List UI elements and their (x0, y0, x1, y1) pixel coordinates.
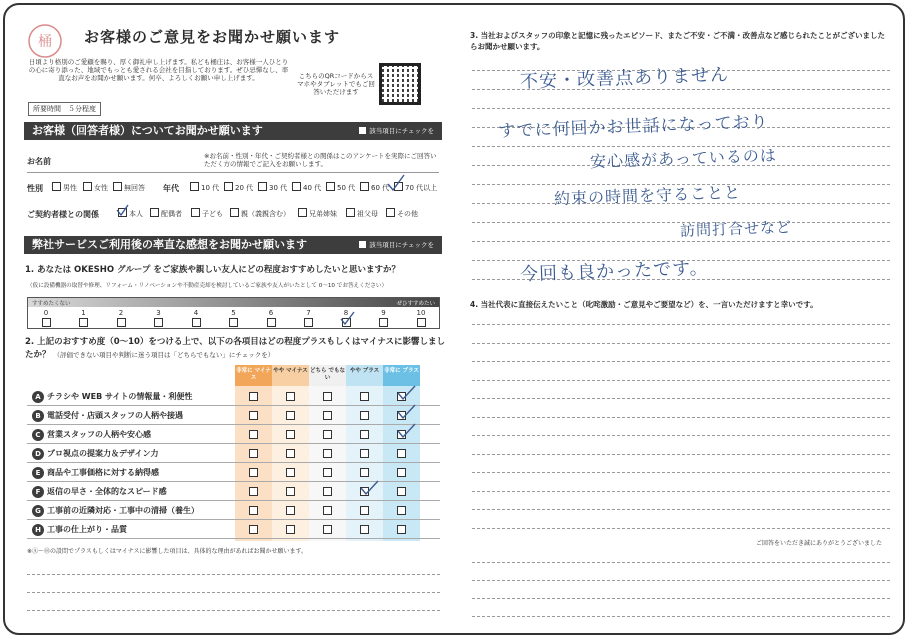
item-label: 電話受付・店頭スタッフの人柄や接遇 (47, 411, 183, 420)
matrix-checkbox[interactable] (286, 468, 295, 477)
matrix-check-mark (395, 422, 417, 440)
scale-option-3[interactable] (149, 309, 169, 327)
scale-checkbox[interactable] (79, 318, 88, 327)
handwritten-line: 不安・改善点ありません (519, 64, 730, 93)
scale-option-4[interactable] (186, 309, 206, 327)
matrix-checkbox[interactable] (249, 430, 258, 439)
q3-title: 3. 当社およびスタッフの印象と記憶に残ったエピソード、またご不安・ご不満・改善点など感じられたことがございましたらお聞かせ願います。 (470, 31, 886, 51)
matrix-checkbox[interactable] (249, 449, 258, 458)
qr-code[interactable] (379, 63, 421, 105)
scale-label: 8 (343, 309, 349, 317)
scale-option-5[interactable] (224, 309, 244, 327)
scale-option-0[interactable] (36, 309, 56, 327)
scale-checkbox[interactable] (229, 318, 238, 327)
matrix-column-header: やや マイナス (272, 365, 309, 386)
relation-label: ご契約者様との関係 (27, 210, 99, 219)
item-letter-badge: D (32, 448, 44, 460)
matrix-checkbox[interactable] (249, 506, 258, 515)
scale-option-2[interactable] (111, 309, 131, 327)
relation-grandparent-option[interactable]: 祖父母 (346, 208, 378, 219)
matrix-checkbox[interactable] (286, 506, 295, 515)
scale-option-6[interactable] (261, 309, 281, 327)
matrix-checkbox[interactable] (249, 392, 258, 401)
writing-line (472, 324, 890, 325)
matrix-row (27, 388, 440, 406)
scale-option-1[interactable] (74, 309, 94, 327)
age-label: 年代 (163, 184, 179, 193)
section-customer-title: お客様（回答者様）についてお聞かせ願います (32, 124, 263, 137)
matrix-checkbox[interactable] (286, 430, 295, 439)
name-field-line[interactable] (27, 172, 439, 173)
matrix-check-mark (395, 403, 417, 421)
scale-label: 6 (268, 309, 274, 317)
relation-sibling-option[interactable]: 兄弟姉妹 (298, 208, 337, 219)
matrix-footnote: ※Ⓐ〜Ⓗの設問でプラスもしくはマイナスに影響した項目は、具体的な理由があればお聞かせ願います。 (27, 548, 308, 555)
matrix-checkbox[interactable] (323, 506, 332, 515)
item-letter-badge: H (32, 524, 44, 536)
matrix-checkbox[interactable] (249, 468, 258, 477)
scale-low-label: すすめたくない (32, 301, 71, 307)
matrix-checkbox[interactable] (286, 525, 295, 534)
item-letter-badge: G (32, 505, 44, 517)
scale-label: 3 (156, 309, 161, 317)
matrix-checkbox[interactable] (323, 525, 332, 534)
matrix-column-header: やや プラス (346, 365, 383, 386)
matrix-row (27, 426, 440, 444)
writing-line (472, 491, 890, 492)
writing-line (472, 398, 890, 399)
scale-high-label: ぜひすすめたい (396, 301, 435, 307)
matrix-checkbox[interactable] (360, 525, 369, 534)
writing-line (472, 343, 890, 344)
handwritten-line: 安心感があっているのは (589, 145, 778, 172)
matrix-checkbox[interactable] (360, 411, 369, 420)
extra-lines[interactable] (472, 552, 890, 627)
relation-child-option[interactable]: 子ども (191, 208, 223, 219)
item-label: 工事の仕上がり・品質 (47, 525, 127, 534)
scale-label: 2 (118, 309, 124, 317)
scale-gradient (28, 298, 439, 307)
matrix-checkbox[interactable] (249, 411, 258, 420)
age-30-option[interactable]: 30 代 (258, 182, 287, 193)
age-70-option[interactable]: 70 代以上 (394, 182, 437, 193)
age-20-option[interactable]: 20 代 (224, 182, 253, 193)
matrix-checkbox[interactable] (286, 487, 295, 496)
item-letter-badge: B (32, 410, 44, 422)
scale-option-10[interactable] (411, 309, 431, 327)
matrix-row (27, 445, 440, 463)
handwritten-line: 訪問打合せなど (679, 218, 793, 240)
age-10-option[interactable]: 10 代 (190, 182, 219, 193)
relation-self-check-mark (114, 202, 130, 218)
matrix-checkbox[interactable] (397, 487, 406, 496)
check-note-2: 該当項目にチェックを (359, 236, 434, 254)
thanks-text: ご回答をいただき誠にありがとうございました (756, 540, 883, 547)
section-customer-bar (24, 122, 442, 140)
matrix-checkbox[interactable] (323, 468, 332, 477)
relation-spouse-option[interactable]: 配偶者 (150, 208, 182, 219)
matrix-checkbox[interactable] (360, 506, 369, 515)
scale-label: 0 (43, 309, 49, 317)
time-badge: 所要時間 ５分程度 (28, 102, 101, 116)
matrix-checkbox[interactable] (360, 430, 369, 439)
matrix-checkbox[interactable] (397, 468, 406, 477)
item-label: 工事前の近隣対応・工事中の清掃（養生） (47, 506, 199, 515)
form-title: お客様のご意見をお聞かせ願います (84, 28, 341, 46)
writing-line (472, 509, 890, 510)
q2-title (25, 336, 445, 362)
matrix-checkbox[interactable] (286, 411, 295, 420)
scale-option-7[interactable] (299, 309, 319, 327)
item-label: チラシや WEB サイトの情報量・利便性 (47, 392, 193, 401)
age-50-option[interactable]: 50 代 (326, 182, 355, 193)
writing-line (472, 361, 890, 362)
svg-text:桶: 桶 (38, 34, 52, 50)
scale-checkbox[interactable] (417, 318, 426, 327)
item-letter-badge: C (32, 429, 44, 441)
scale-label: 4 (193, 309, 199, 317)
scale-label: 5 (231, 309, 236, 317)
matrix-column-header: 非常に プラス (383, 365, 420, 386)
matrix-checkbox[interactable] (360, 468, 369, 477)
scale-checkbox[interactable] (117, 318, 126, 327)
matrix-checkbox[interactable] (323, 411, 332, 420)
check-note: 該当項目にチェックを (359, 122, 434, 140)
writing-line (472, 108, 890, 109)
matrix-checkbox[interactable] (323, 487, 332, 496)
scale-label: 9 (381, 309, 386, 317)
matrix-checkbox[interactable] (249, 487, 258, 496)
matrix-checkbox[interactable] (286, 449, 295, 458)
matrix-checkbox[interactable] (323, 430, 332, 439)
qr-caption: こちらのQRコードからスマホやタブレットでもご回答いただけます (297, 72, 375, 97)
scale-checkbox[interactable] (267, 318, 276, 327)
item-letter-badge: A (32, 391, 44, 403)
writing-line (472, 241, 890, 242)
matrix-row (27, 407, 440, 425)
gender-none-option[interactable]: 無回答 (113, 182, 145, 193)
company-logo-icon (26, 22, 64, 60)
writing-line (472, 528, 890, 529)
recommend-scale (27, 297, 440, 329)
q1-sub: （仮に設備機器の取替や修理、リフォーム・リノベーションや不動産売却を検討しているご家族や友人がいたとして 0〜10 でお答えください） (27, 283, 388, 289)
matrix-checkbox[interactable] (323, 392, 332, 401)
matrix-checkbox[interactable] (323, 449, 332, 458)
item-letter-badge: E (32, 467, 44, 479)
age-40-option[interactable]: 40 代 (292, 182, 321, 193)
matrix-checkbox[interactable] (397, 506, 406, 515)
relation-other-option[interactable]: その他 (386, 208, 418, 219)
section-impression-title: 弊社サービスご利用後の率直な感想をお聞かせ願います (32, 238, 307, 251)
scale-label: 1 (81, 309, 86, 317)
gender-female-option[interactable]: 女性 (83, 182, 108, 193)
q4-title: 4. 当社代表に直接伝えたいこと（叱咤激励・ご意見やご要望など）を、一言いただけますと幸いです。 (470, 300, 818, 309)
q1-title: 1. あなたは OKESHO グループ をご家族や親しい友人にどの程度おすすめしたいと思いますか？ (25, 265, 400, 275)
item-label: 営業スタッフの人柄や安心感 (47, 430, 151, 439)
matrix-checkbox[interactable] (286, 392, 295, 401)
relation-parent-option[interactable]: 親（義親含む） (230, 208, 290, 219)
matrix-checkbox[interactable] (360, 392, 369, 401)
relation-self-option[interactable]: 本人 (118, 208, 143, 219)
handwritten-line: すでに何回かお世話になっており (497, 112, 769, 142)
matrix-checkbox[interactable] (360, 449, 369, 458)
item-label: 商品や工事価格に対する納得感 (47, 468, 159, 477)
matrix-checkbox[interactable] (397, 449, 406, 458)
matrix-row (27, 483, 440, 501)
matrix-check-mark (395, 384, 417, 402)
item-label: 返信の早さ・全体的なスピード感 (47, 487, 167, 496)
matrix-row (27, 502, 440, 520)
writing-line (472, 380, 890, 381)
name-note: ※お名前・性別・年代・ご契約者様との関係はこのアンケートを実際にご回答いただく方の情報でご記入をお願いします。 (204, 152, 437, 169)
q2-title-text: 2. 上記のおすすめ度（0〜10）をつける上で、以下の各項目はどの程度プラスもしくはマイナスに影響しましたか？ (25, 337, 446, 360)
gender-male-option[interactable]: 男性 (52, 182, 77, 193)
item-label: プロ視点の提案力＆デザイン力 (47, 449, 159, 458)
matrix-row (27, 521, 440, 539)
scale-option-9[interactable] (374, 309, 394, 327)
scale-checkbox[interactable] (154, 318, 163, 327)
scale-check-mark (338, 309, 356, 327)
age-70-check-mark (384, 172, 406, 194)
matrix-checkbox[interactable] (249, 525, 258, 534)
writing-line (472, 417, 890, 418)
name-label: お名前 (27, 157, 51, 166)
scale-checkbox[interactable] (379, 318, 388, 327)
q4-answer-area[interactable] (472, 314, 890, 534)
handwritten-line: 今回も良かったです。 (519, 257, 709, 286)
scale-checkbox[interactable] (304, 318, 313, 327)
writing-line (472, 454, 890, 455)
gender-label: 性別 (27, 184, 43, 193)
intro-text: 日頃より格別のご愛顧を賜り、厚く御礼申し上げます。私ども桶庄は、お客様一人ひとりの心に寄り添った、地域でもっとも愛される会社を目指しております。ぜひ忌憚なし、率直なお声をお聞かせ願います。何卒、よろしくお願い申し上げます。 (28, 58, 289, 83)
writing-line (472, 472, 890, 473)
item-letter-badge: F (32, 486, 44, 498)
matrix-column-header: 非常に マイナス (235, 365, 272, 386)
matrix-checkbox[interactable] (397, 525, 406, 534)
scale-checkbox[interactable] (192, 318, 201, 327)
matrix-check-mark (358, 479, 380, 497)
age-60-option[interactable]: 60 代 (360, 182, 389, 193)
handwritten-line: 約束の時間を守ることと (553, 182, 742, 209)
scale-label: 7 (306, 309, 311, 317)
scale-checkbox[interactable] (42, 318, 51, 327)
writing-line (472, 435, 890, 436)
section-impression-bar (24, 236, 442, 254)
q2-sub: （評価できない項目や判断に迷う項目は「どちらでもない」にチェックを） (53, 351, 275, 359)
scale-label: 10 (416, 309, 426, 317)
reason-lines[interactable] (27, 560, 440, 630)
matrix-column-header: どちら でもない (309, 365, 346, 386)
